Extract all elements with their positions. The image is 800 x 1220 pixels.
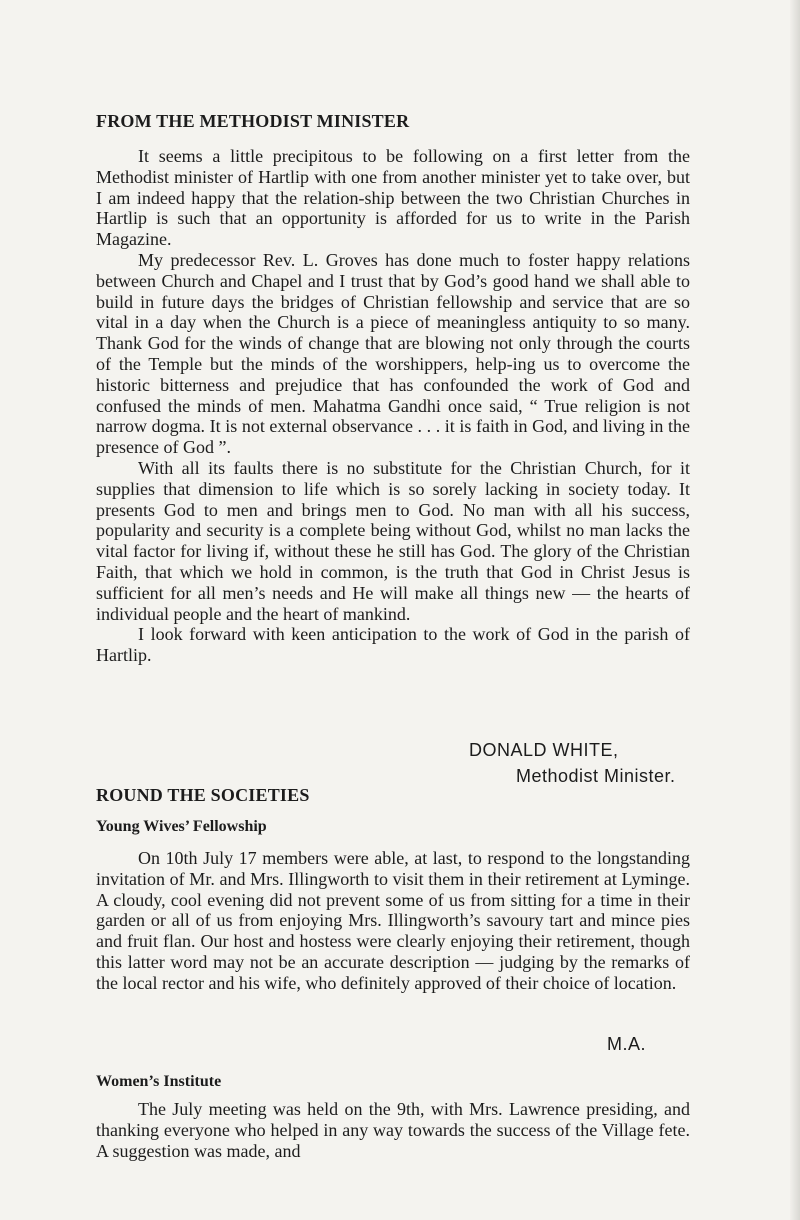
methodist-minister-heading: FROM THE METHODIST MINISTER xyxy=(96,111,410,131)
letter-paragraph-4: I look forward with keen anticipation to the work of God in the parish of Hartlip. xyxy=(96,624,690,666)
letter-paragraph-3: With all its faults there is no substitute for the Christian Church, for it supplies that dimension to life which is so sorely lacking in society today. It presents God to men and brings men to God. No man with all his success, popularity and security is a complete being without God, whilst no man lacks the vital factor for living if, without these he still has God. The glory of the Christian Faith, that which we hold in common, is the truth that God in Christ Jesus is sufficient for all men’s needs and He will make all things new — the hearts of individual people and the heart of mankind. xyxy=(96,457,690,624)
report-initials: M.A. xyxy=(607,1034,647,1054)
signature-title: Methodist Minister. xyxy=(516,766,676,786)
womens-institute-heading: Women’s Institute xyxy=(96,1073,222,1090)
letter-paragraph-1: It seems a little precipitous to be following on a first letter from the Methodist minister of Hartlip with one from another minister yet to take over, but I am indeed happy that the relation-ship between the two Christian Churches in Hartlip is such that an opportunity is afforded for us to write in the Parish Magazine. xyxy=(96,146,690,250)
young-wives-paragraph: On 10th July 17 members were able, at last, to respond to the longstanding invitation of Mr. and Mrs. Illingworth to visit them in their retirement at Lyminge. A cloudy, cool evening did not prevent some of us from sitting for a time in their garden or all of us from enjoying Mrs. Illingworth’s savoury tart and mince pies and fruit flan. Our host and hostess were clearly enjoying their retirement, though this latter word may not be an accurate description — judging by the remarks of the local rector and his wife, who definitely approved of their choice of location. xyxy=(96,848,690,993)
minister-letter-body xyxy=(96,146,690,666)
young-wives-heading: Young Wives’ Fellowship xyxy=(96,818,267,835)
page-edge-shadow xyxy=(790,0,800,1220)
young-wives-body xyxy=(96,848,690,994)
womens-institute-body xyxy=(96,1099,690,1161)
letter-paragraph-2: My predecessor Rev. L. Groves has done much to foster happy relations between Church and Chapel and I trust that by God’s good hand we shall able to build in future days the bridges of Christian fellowship and service that are so vital in a day when the Church is a piece of meaningless antiquity to so many. Thank God for the winds of change that are blowing not only through the courts of the Temple but the minds of the worshippers, help-ing us to overcome the historic bitterness and prejudice that has confounded the work of God and confused the minds of men. Mahatma Gandhi once said, “ True religion is not narrow dogma. It is not external observance . . . it is faith in God, and living in the presence of God ”. xyxy=(96,249,690,458)
womens-institute-paragraph: The July meeting was held on the 9th, with Mrs. Lawrence presiding, and thanking everyone who helped in any way towards the success of the Village fete. A suggestion was made, and xyxy=(96,1099,690,1161)
magazine-page xyxy=(96,0,690,1220)
round-the-societies-heading: ROUND THE SOCIETIES xyxy=(96,785,310,805)
signature-name: DONALD WHITE, xyxy=(469,740,619,760)
